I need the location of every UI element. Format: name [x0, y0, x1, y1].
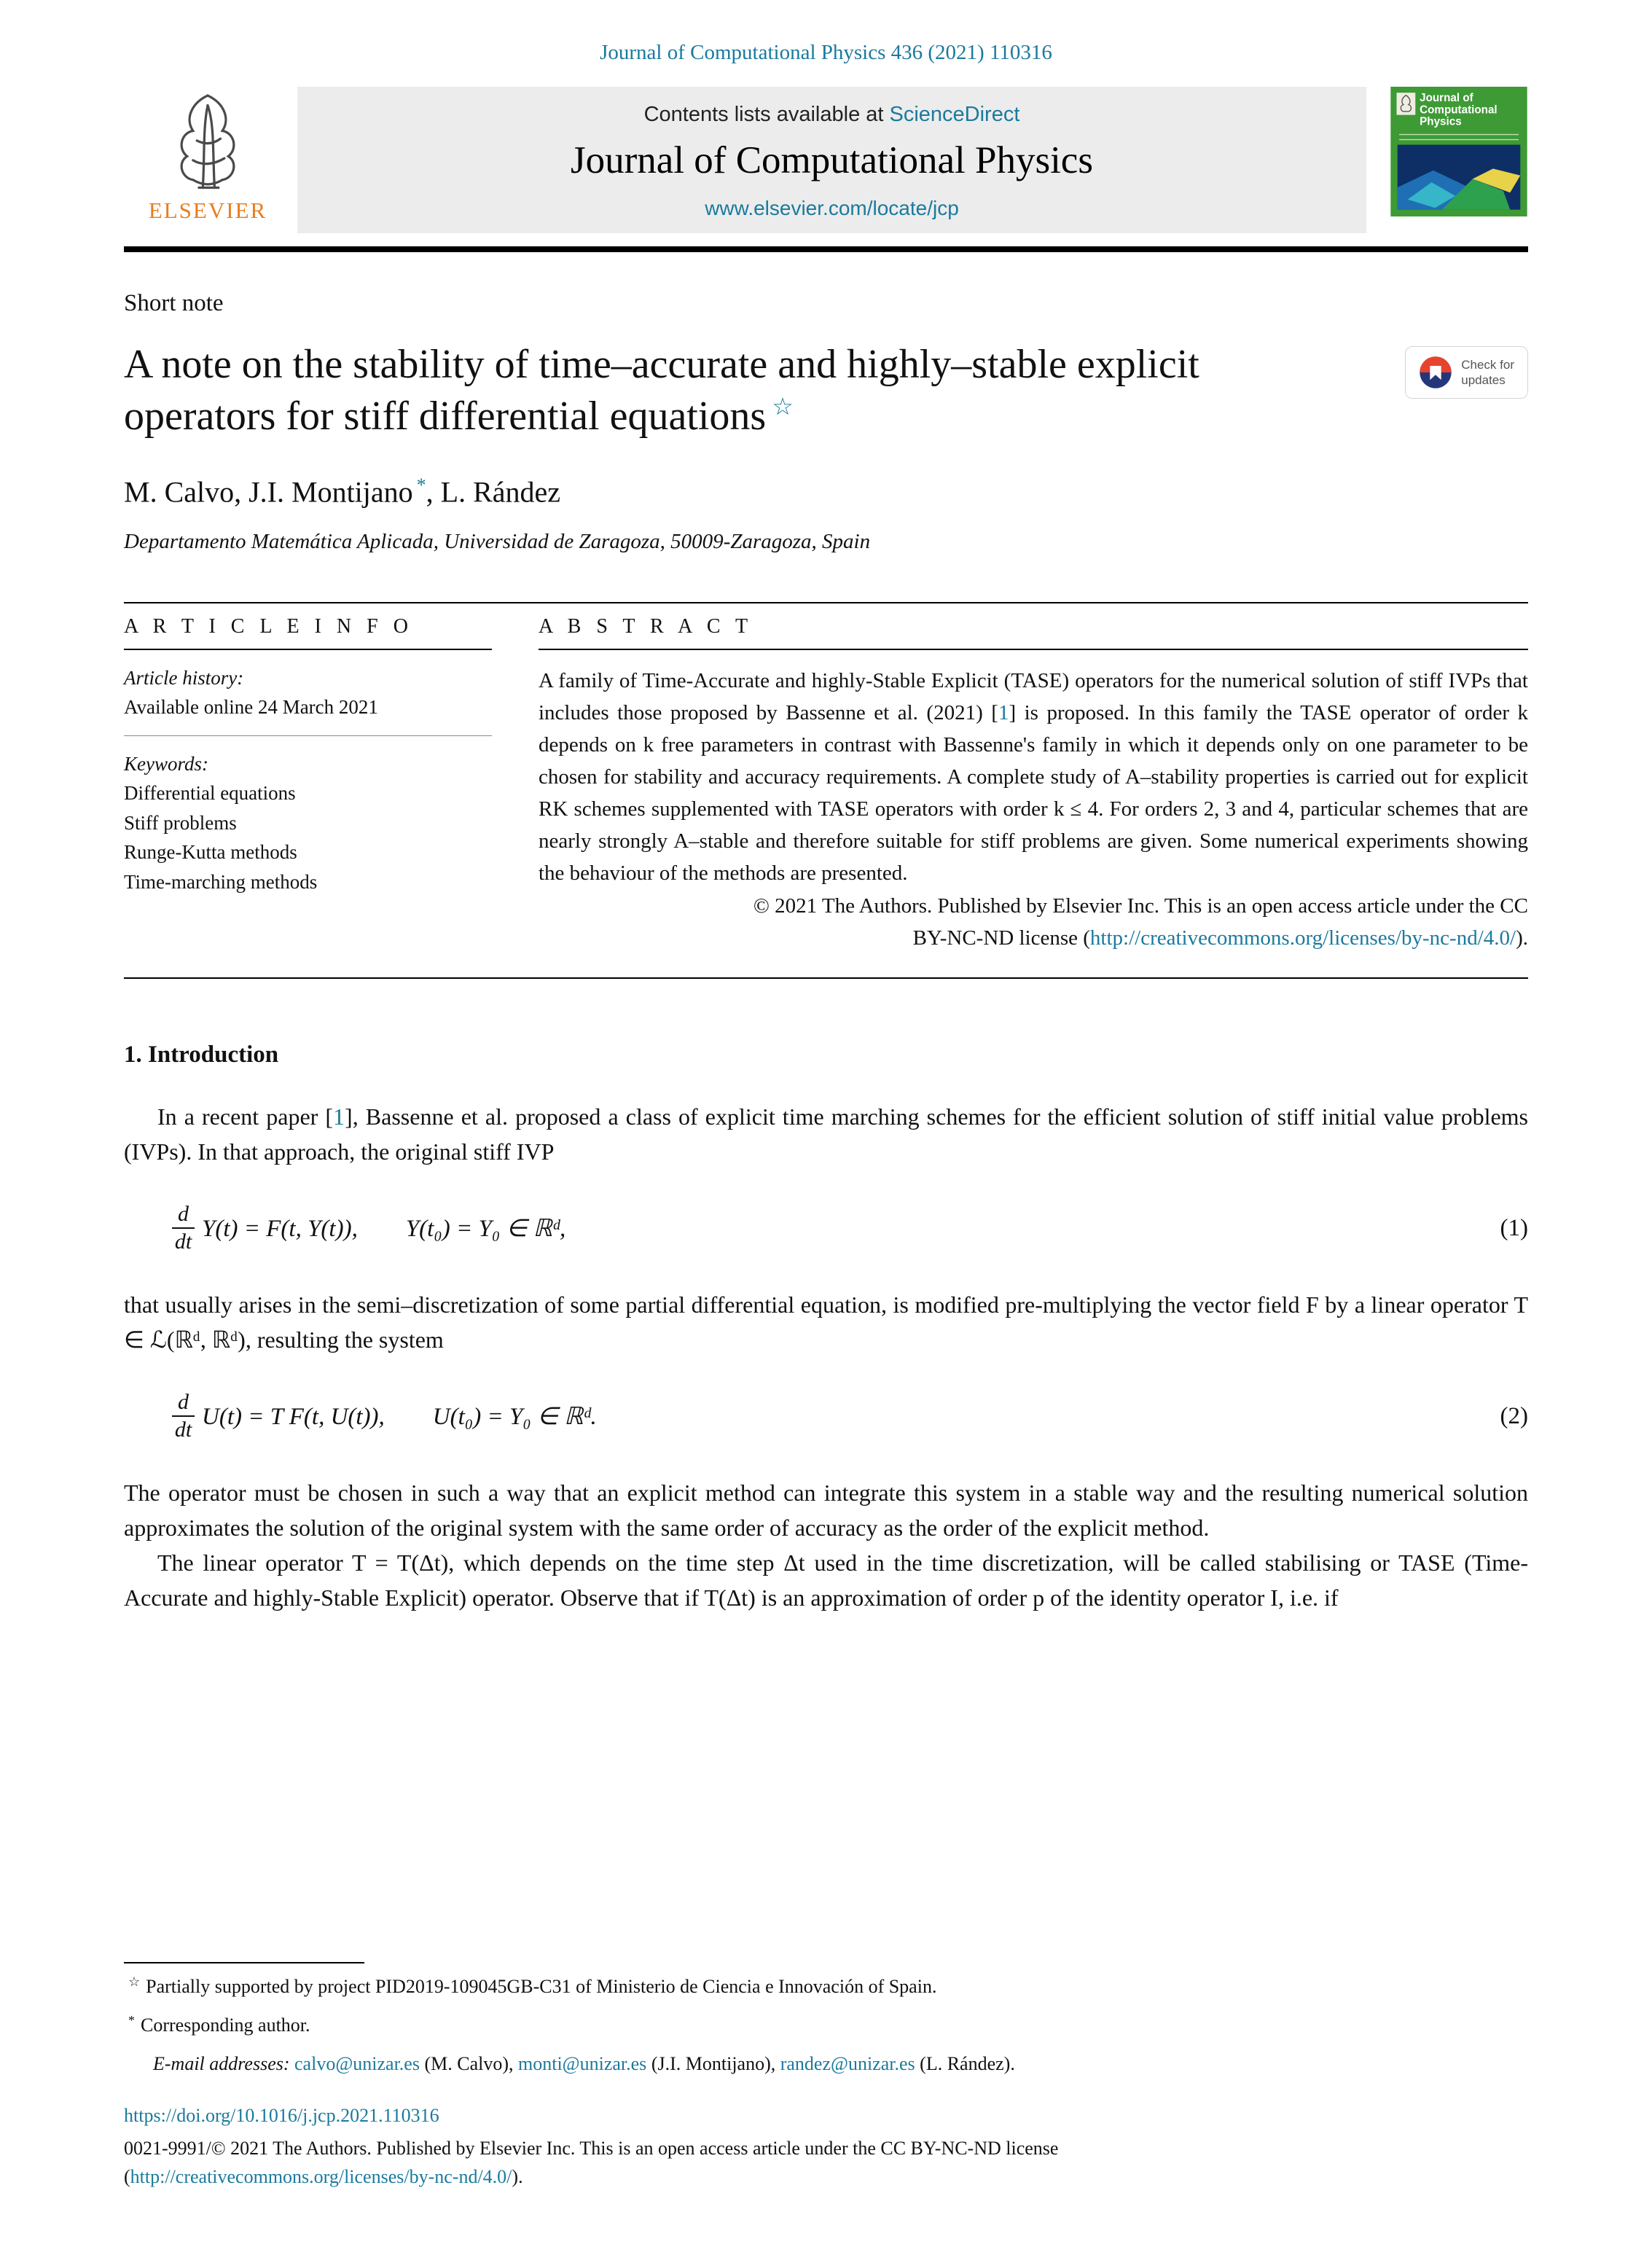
equation-2 — [172, 1389, 1528, 1443]
copyright-line2 — [539, 923, 1528, 955]
email-owner-randez: (L. Rández). — [915, 2052, 1015, 2074]
footnote-star-symbol: ☆ — [128, 1974, 141, 1989]
license-post: ). — [512, 2166, 523, 2187]
abstract-part1: A family of Time-Accurate and highly-Stable Explicit (TASE) operators for the numerical solution of stiff IVPs that includes those proposed by Bassenne et al. (2021) [ — [539, 668, 1528, 724]
article-history-label: Article history: — [124, 666, 244, 689]
footnote-funding — [124, 1972, 1528, 2002]
keyword-item: Runge-Kutta methods — [124, 841, 297, 864]
crossmark-icon — [1419, 356, 1452, 389]
copyright-line2-pre: BY-NC-ND license ( — [912, 926, 1090, 950]
email-link-calvo[interactable]: calvo@unizar.es — [294, 2052, 420, 2074]
copyright-line1: © 2021 The Authors. Published by Elsevier Inc. This is an open access article under the CC — [753, 894, 1528, 918]
elsevier-tree-icon — [154, 90, 262, 198]
journal-reference-link[interactable]: Journal of Computational Physics 436 (2021) 110316 — [600, 41, 1052, 64]
reference-1-link[interactable]: 1 — [333, 1103, 345, 1130]
footnote-rule — [124, 1962, 364, 1963]
license-pre: ( — [124, 2166, 130, 2187]
abstract-column — [539, 603, 1528, 955]
keywords-section — [124, 736, 492, 910]
abstract-reference-1-link[interactable]: 1 — [998, 700, 1009, 724]
keyword-item: Time-marching methods — [124, 870, 318, 893]
article-title-text: A note on the stability of time–accurate and highly–stable explicit operators for stiff differential equations — [124, 342, 1199, 439]
affiliation: Departamento Matemática Aplicada, Universidad de Zaragoza, 50009-Zaragoza, Spain — [124, 529, 871, 553]
equation-2-number: (2) — [1500, 1402, 1528, 1429]
email-link-randez[interactable]: randez@unizar.es — [780, 2052, 915, 2074]
email-addresses-line — [124, 2049, 1528, 2079]
check-for-updates-badge[interactable] — [1405, 346, 1528, 399]
paragraph-4: The linear operator T = T(Δt), which depends on the time step Δt used in the time discretization, will be called stabilising or TASE (Time-Accurate and highly-Stable Explicit) operator. Observe that if T(Δt) is an approximation of order p of the identity operator I, i.e. if — [124, 1549, 1528, 1611]
fraction-numerator: d — [172, 1389, 195, 1417]
article-type-label: Short note — [124, 290, 224, 316]
elsevier-wordmark: ELSEVIER — [148, 198, 267, 223]
title-row — [124, 339, 1528, 442]
journal-url-link[interactable]: www.elsevier.com/locate/jcp — [705, 197, 959, 219]
journal-cover — [1374, 87, 1528, 233]
keywords-label: Keywords: — [124, 752, 208, 775]
keyword-item: Stiff problems — [124, 811, 237, 834]
abstract-part2: ] is proposed. In this family the TASE operator of order k depends on k free parameters in contrast with Bassenne's family in which it depends only on one parameter to be chosen for stability and accuracy requirements. A complete study of A–stability properties is carried out for explicit RK schemes supplemented with TASE operators with order k ≤ 4. For orders 2, 3 and 4, particular schemes that are nearly strongly A–stable and therefore suitable for stiff problems are given. Some numerical experiments showing the behaviour of the methods are presented. — [539, 700, 1528, 886]
journal-cover-image — [1390, 87, 1528, 216]
equation-2-body: U(t) = T F(t, U(t)), U(t₀) = Y₀ ∈ ℝᵈ. — [202, 1404, 597, 1431]
paragraph-1-post: ], Bassenne et al. proposed a class of explicit time marching schemes for the efficient solution of stiff initial value problems (IVPs). In that approach, the original stiff IVP — [124, 1103, 1528, 1165]
equation-1-body: Y(t) = F(t, Y(t)), Y(t₀) = Y₀ ∈ ℝᵈ, — [202, 1216, 566, 1243]
contents-prefix: Contents lists available at — [643, 103, 890, 126]
contents-line — [309, 103, 1355, 127]
badge-line1: Check for — [1461, 357, 1514, 372]
cover-title-line1: Journal of — [1420, 91, 1473, 104]
authors-line — [124, 474, 1528, 509]
elsevier-logo — [124, 87, 291, 233]
footnote-funding-text: Partially supported by project PID2019-109045GB-C31 of Ministerio de Ciencia e Innovación of Spain. — [146, 1976, 937, 1998]
equation-1-number: (1) — [1500, 1214, 1528, 1241]
journal-banner — [297, 87, 1366, 233]
article-history-value: Available online 24 March 2021 — [124, 696, 378, 719]
corresponding-author-star-link[interactable]: * — [416, 474, 426, 496]
paragraph-2: that usually arises in the semi–discretization of some partial differential equation, is modified pre-multiplying the vector field F by a linear operator T ∈ ℒ(ℝᵈ, ℝᵈ), resulting the system — [124, 1291, 1528, 1353]
article-title — [124, 339, 1261, 442]
paragraph-1-pre: In a recent paper [ — [157, 1103, 334, 1130]
authors-names: M. Calvo, J.I. Montijano — [124, 475, 413, 509]
fraction-numerator: d — [172, 1201, 195, 1229]
section-heading-introduction: 1. Introduction — [124, 1041, 279, 1068]
fraction-d-dt — [172, 1201, 195, 1255]
fraction-denominator: dt — [174, 1230, 192, 1254]
journal-header-band — [124, 87, 1528, 233]
doi-link[interactable]: https://doi.org/10.1016/j.jcp.2021.110316 — [124, 2105, 439, 2126]
article-info-heading: A R T I C L E I N F O — [124, 603, 492, 650]
footnote-asterisk-symbol: * — [128, 2012, 135, 2028]
paragraph-3: The operator must be chosen in such a way that an explicit method can integrate this system in a stable way and the resulting numerical solution approximates the solution of the original system with the same order of accuracy as the order of the explicit method. — [124, 1480, 1528, 1541]
copyright-line2-post: ). — [1516, 926, 1528, 950]
paragraph-1 — [124, 1099, 1528, 1169]
abstract-text — [539, 665, 1528, 890]
equation-1 — [172, 1201, 1528, 1255]
article-history-section — [124, 650, 492, 736]
sciencedirect-link[interactable]: ScienceDirect — [889, 103, 1020, 126]
article-info-column — [124, 603, 492, 955]
license-line — [124, 2162, 1528, 2191]
title-footnote-star-link[interactable]: ☆ — [772, 394, 794, 421]
email-owner-calvo: (M. Calvo), — [419, 2052, 518, 2074]
header-rule — [124, 246, 1528, 252]
email-owner-monti: (J.I. Montijano), — [646, 2052, 780, 2074]
badge-text — [1461, 357, 1514, 388]
email-label: E-mail addresses: — [153, 2052, 290, 2074]
footnote-corresponding-text: Corresponding author. — [141, 2014, 310, 2036]
footnote-corresponding-author — [124, 2011, 1528, 2041]
footer-license-link[interactable]: http://creativecommons.org/licenses/by-nc-nd/4.0/ — [130, 2166, 512, 2187]
article-info-abstract-block — [124, 602, 1528, 980]
cc-license-link[interactable]: http://creativecommons.org/licenses/by-nc-nd/4.0/ — [1089, 926, 1516, 950]
copyright-block — [539, 891, 1528, 954]
fraction-denominator: dt — [174, 1418, 192, 1442]
badge-line2: updates — [1461, 373, 1506, 387]
authors-names-tail: , L. Rández — [426, 475, 561, 509]
copyright-footer — [124, 2134, 1528, 2191]
cover-title-line2: Computational — [1420, 103, 1498, 117]
cover-title-line3: Physics — [1420, 115, 1462, 128]
issn-line: 0021-9991/© 2021 The Authors. Published by Elsevier Inc. This is an open access article under the CC BY-NC-ND license — [124, 2138, 1059, 2159]
keyword-item: Differential equations — [124, 782, 296, 805]
footnote-block — [124, 1962, 1528, 2191]
journal-title: Journal of Computational Physics — [571, 139, 1093, 181]
email-link-monti[interactable]: monti@unizar.es — [518, 2052, 647, 2074]
fraction-d-dt — [172, 1389, 195, 1443]
abstract-heading: A B S T R A C T — [539, 603, 1528, 650]
